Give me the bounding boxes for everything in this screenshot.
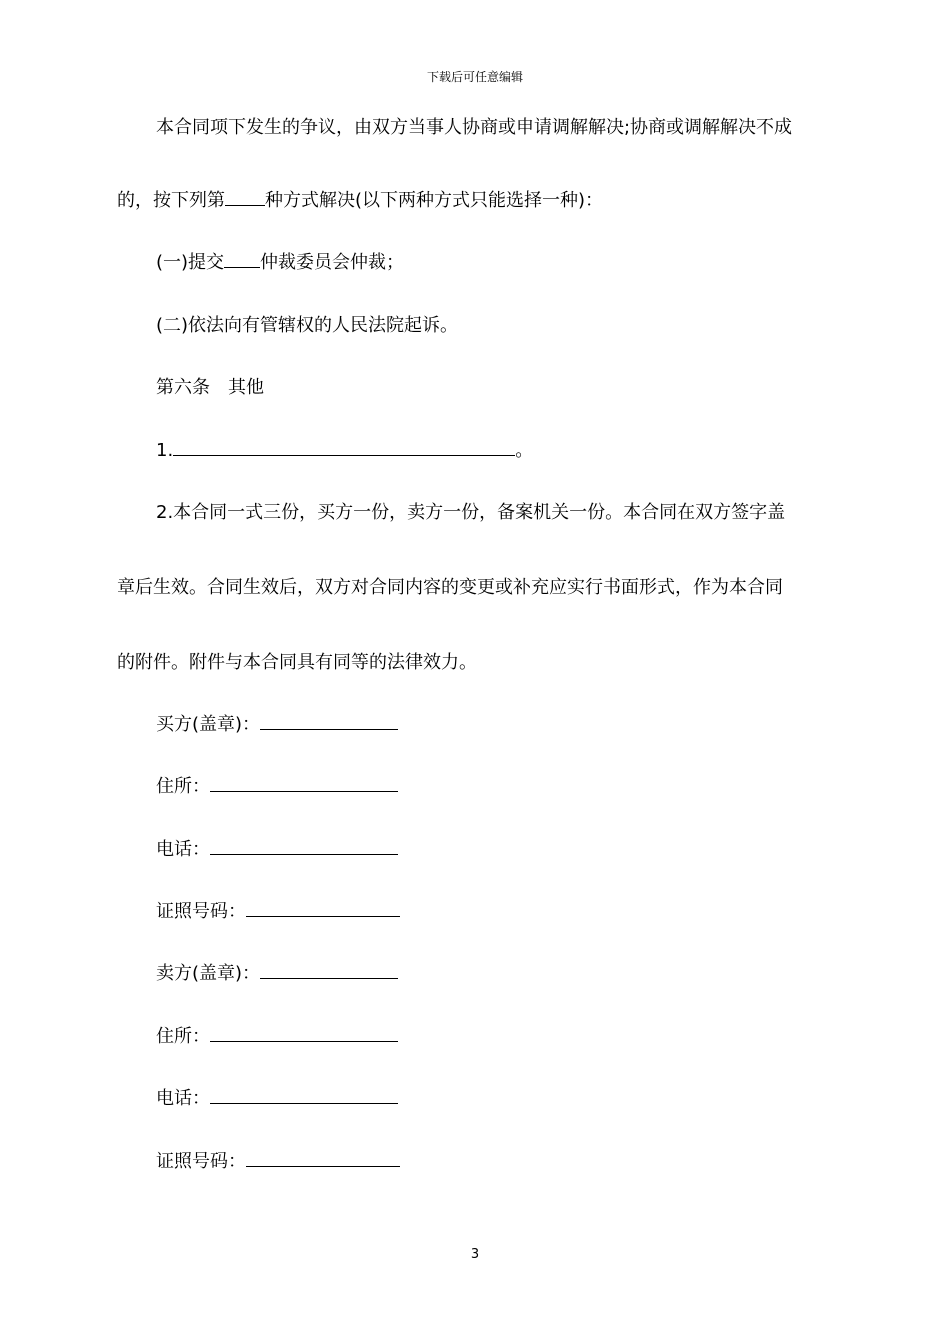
option-arbitration: [156, 248, 404, 274]
buyer-seal-row: [156, 710, 398, 736]
buyer-seal-label: 买方(盖章)：: [156, 714, 261, 735]
dispute-paragraph-line-2: [117, 186, 603, 212]
buyer-address-row: [156, 772, 398, 798]
page-number: 3: [470, 1247, 480, 1262]
seller-address-label: 住所：: [156, 1026, 210, 1047]
method-number-blank: [225, 187, 265, 206]
item-1-period: 。: [515, 440, 534, 461]
page-header: 下载后可任意编辑: [426, 70, 523, 84]
dispute-text-a: 的，按下列第: [117, 190, 225, 211]
buyer-phone-label: 电话：: [156, 839, 210, 860]
seller-phone-blank: [210, 1085, 398, 1104]
seller-license-blank: [246, 1148, 400, 1167]
buyer-license-label: 证照号码：: [156, 901, 246, 922]
item-1-number: 1.: [156, 440, 174, 461]
option-arbitration-b: 仲裁委员会仲裁；: [260, 252, 405, 273]
dispute-text-b: 种方式解决(以下两种方式只能选择一种)：: [265, 190, 604, 211]
item-2-line-3: 的附件。附件与本合同具有同等的法律效力。: [117, 652, 477, 673]
item-1-blank: [173, 437, 515, 456]
seller-address-row: [156, 1022, 398, 1048]
buyer-seal-blank: [260, 711, 398, 730]
option-court: (二)依法向有管辖权的人民法院起诉。: [156, 315, 459, 336]
buyer-phone-row: [156, 835, 398, 861]
seller-seal-blank: [260, 960, 398, 979]
article-6-heading: 第六条 其他: [156, 377, 264, 398]
seller-phone-row: [156, 1084, 398, 1110]
dispute-paragraph-line-1: 本合同项下发生的争议，由双方当事人协商或申请调解解决;协商或调解解决不成: [156, 117, 793, 138]
seller-seal-row: [156, 959, 398, 985]
seller-seal-label: 卖方(盖章)：: [156, 963, 261, 984]
seller-address-blank: [210, 1023, 398, 1042]
buyer-phone-blank: [210, 836, 398, 855]
item-1: [156, 436, 533, 462]
buyer-license-row: [156, 897, 400, 923]
arbitration-committee-blank: [224, 249, 260, 268]
item-2-line-1: 2.本合同一式三份，买方一份，卖方一份，备案机关一份。本合同在双方签字盖: [156, 502, 786, 523]
buyer-address-label: 住所：: [156, 776, 210, 797]
buyer-license-blank: [246, 898, 400, 917]
option-arbitration-a: (一)提交: [156, 252, 225, 273]
seller-license-row: [156, 1147, 400, 1173]
buyer-address-blank: [210, 773, 398, 792]
seller-phone-label: 电话：: [156, 1088, 210, 1109]
seller-license-label: 证照号码：: [156, 1151, 246, 1172]
item-2-line-2: 章后生效。合同生效后，双方对合同内容的变更或补充应实行书面形式，作为本合同: [117, 577, 783, 598]
